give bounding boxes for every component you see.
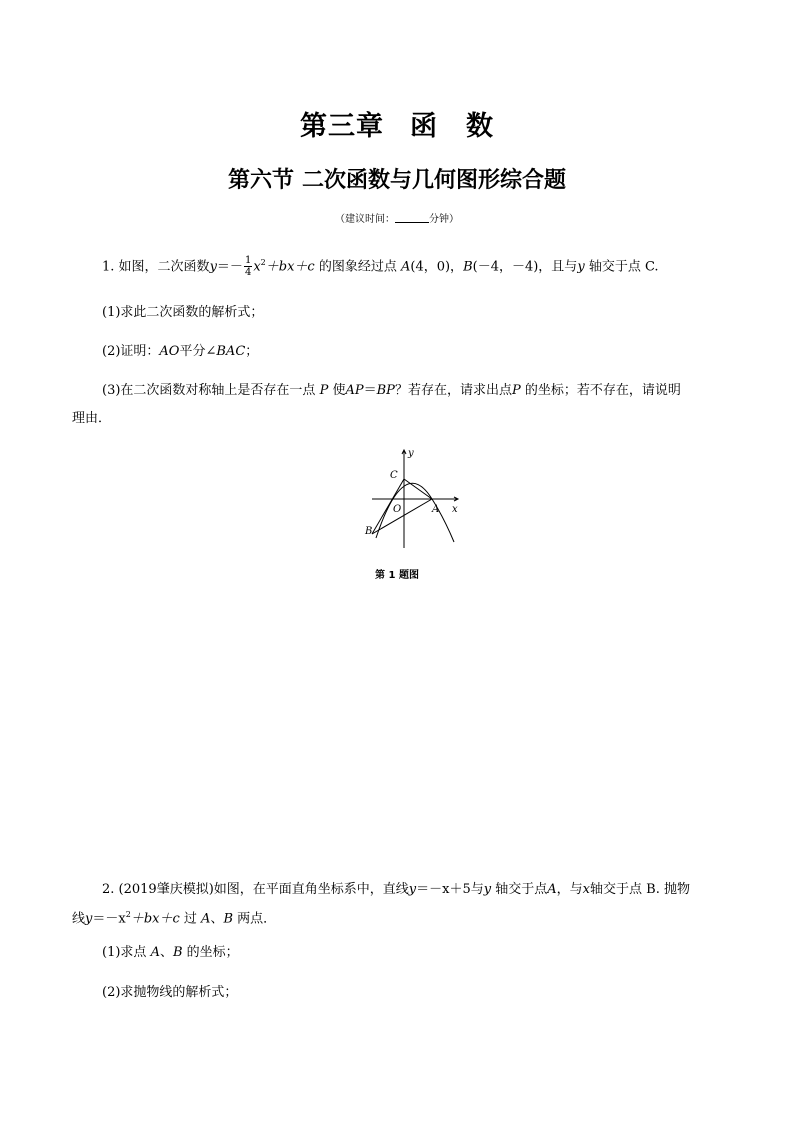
label-O: O [393,504,402,515]
text: 的图象经过点 [318,259,397,275]
question-2-stem [102,880,690,900]
var-y: y [483,882,492,897]
question-2-stem-continued [72,905,276,929]
question-2-part-1 [102,943,239,963]
text: ＝－x＋5与 [416,882,484,897]
text: (2)证明： [102,344,160,359]
text: 的坐标；若不存在，请说明 [524,383,681,398]
fraction-numerator: 1 [244,255,252,267]
segment-CA [404,479,432,499]
text: 如图，二次函数 [118,259,210,275]
var-y: y [577,259,585,275]
text: (4，0)， [410,259,464,275]
segment-AB [372,499,432,534]
text: 过 [183,911,197,927]
suggested-time [0,210,794,225]
fraction [244,255,252,278]
angle-BAC: BAC [216,344,246,359]
text: 两点． [237,911,277,927]
text: ＋bx＋c [130,911,180,927]
point-P: P [319,383,329,398]
point-A: A [547,882,557,897]
point-B: B [223,911,234,927]
exponent: 2 [125,910,131,919]
var-x: x [253,259,261,275]
text: 、 [210,911,224,927]
segment-AO: AO [159,344,180,359]
question-2-part-2: (2)求抛物线的解析式； [102,985,238,1000]
section-title [0,163,794,194]
question-1-part-3 [102,381,681,401]
question-number: 2. [102,882,119,897]
var-x: x [582,882,591,897]
point-A: A [201,911,211,927]
text: ＝－ [216,259,243,275]
time-blank [395,213,429,223]
fraction-denominator: 4 [244,267,252,279]
text: (3)在二次函数对称轴上是否存在一点 [102,383,316,398]
text: 线 [72,911,86,927]
question-1-stem [102,253,659,278]
text: (2019肇庆模拟)如图，在平面直角坐标系中，直线 [118,882,409,897]
var-y: y [85,911,93,927]
text: (1)求点 [102,945,147,960]
label-y: y [408,448,414,459]
label-A: A [432,504,440,515]
point-A: A [400,259,411,275]
section-number: 第六节 [227,168,294,193]
question-1-part-1: (1)求此二次函数的解析式； [102,305,264,320]
text: ＝ [363,383,377,398]
question-number: 1. [102,259,119,275]
point-B: B [463,259,473,275]
chapter-title [0,104,794,143]
segment-AP: AP [345,383,364,398]
text: ？若存在，请求出点 [394,383,512,398]
chapter-name: 函 数 [410,111,494,142]
time-label: （建议时间： [335,214,395,225]
point-A: A [150,945,160,960]
label-B: B [365,526,373,537]
section-name: 二次函数与几何图形综合题 [302,168,567,193]
point-P: P [511,383,521,398]
text: 平分∠ [179,344,217,359]
text: (－4，－4)，且与 [472,259,578,275]
text: 的坐标； [186,945,239,960]
point-B: B [172,945,183,960]
label-x: x [452,504,458,515]
question-1-part-3-continued: 理由． [72,411,112,426]
text: ＋bx＋c [265,259,315,275]
text: ＝－x [92,911,126,927]
var-y: y [209,259,217,275]
parabola-curve [376,483,454,542]
text: 轴交于点 C. [588,259,659,275]
label-C: C [390,470,398,481]
question-1-figure [362,446,464,548]
chapter-number: 第三章 [300,111,384,142]
time-unit: 分钟） [429,214,459,225]
text: 使 [332,383,346,398]
figure-1-caption: 第 1 题图 [375,570,419,581]
exponent: 2 [260,258,266,267]
question-1-part-2 [102,342,258,362]
text: 轴交于点 [495,882,548,897]
segment-BP: BP [376,383,395,398]
text: 、 [159,945,173,960]
text: ，与 [556,882,583,897]
text: 轴交于点 B. 抛物 [590,882,690,897]
var-y: y [408,882,417,897]
text: ； [245,344,259,359]
